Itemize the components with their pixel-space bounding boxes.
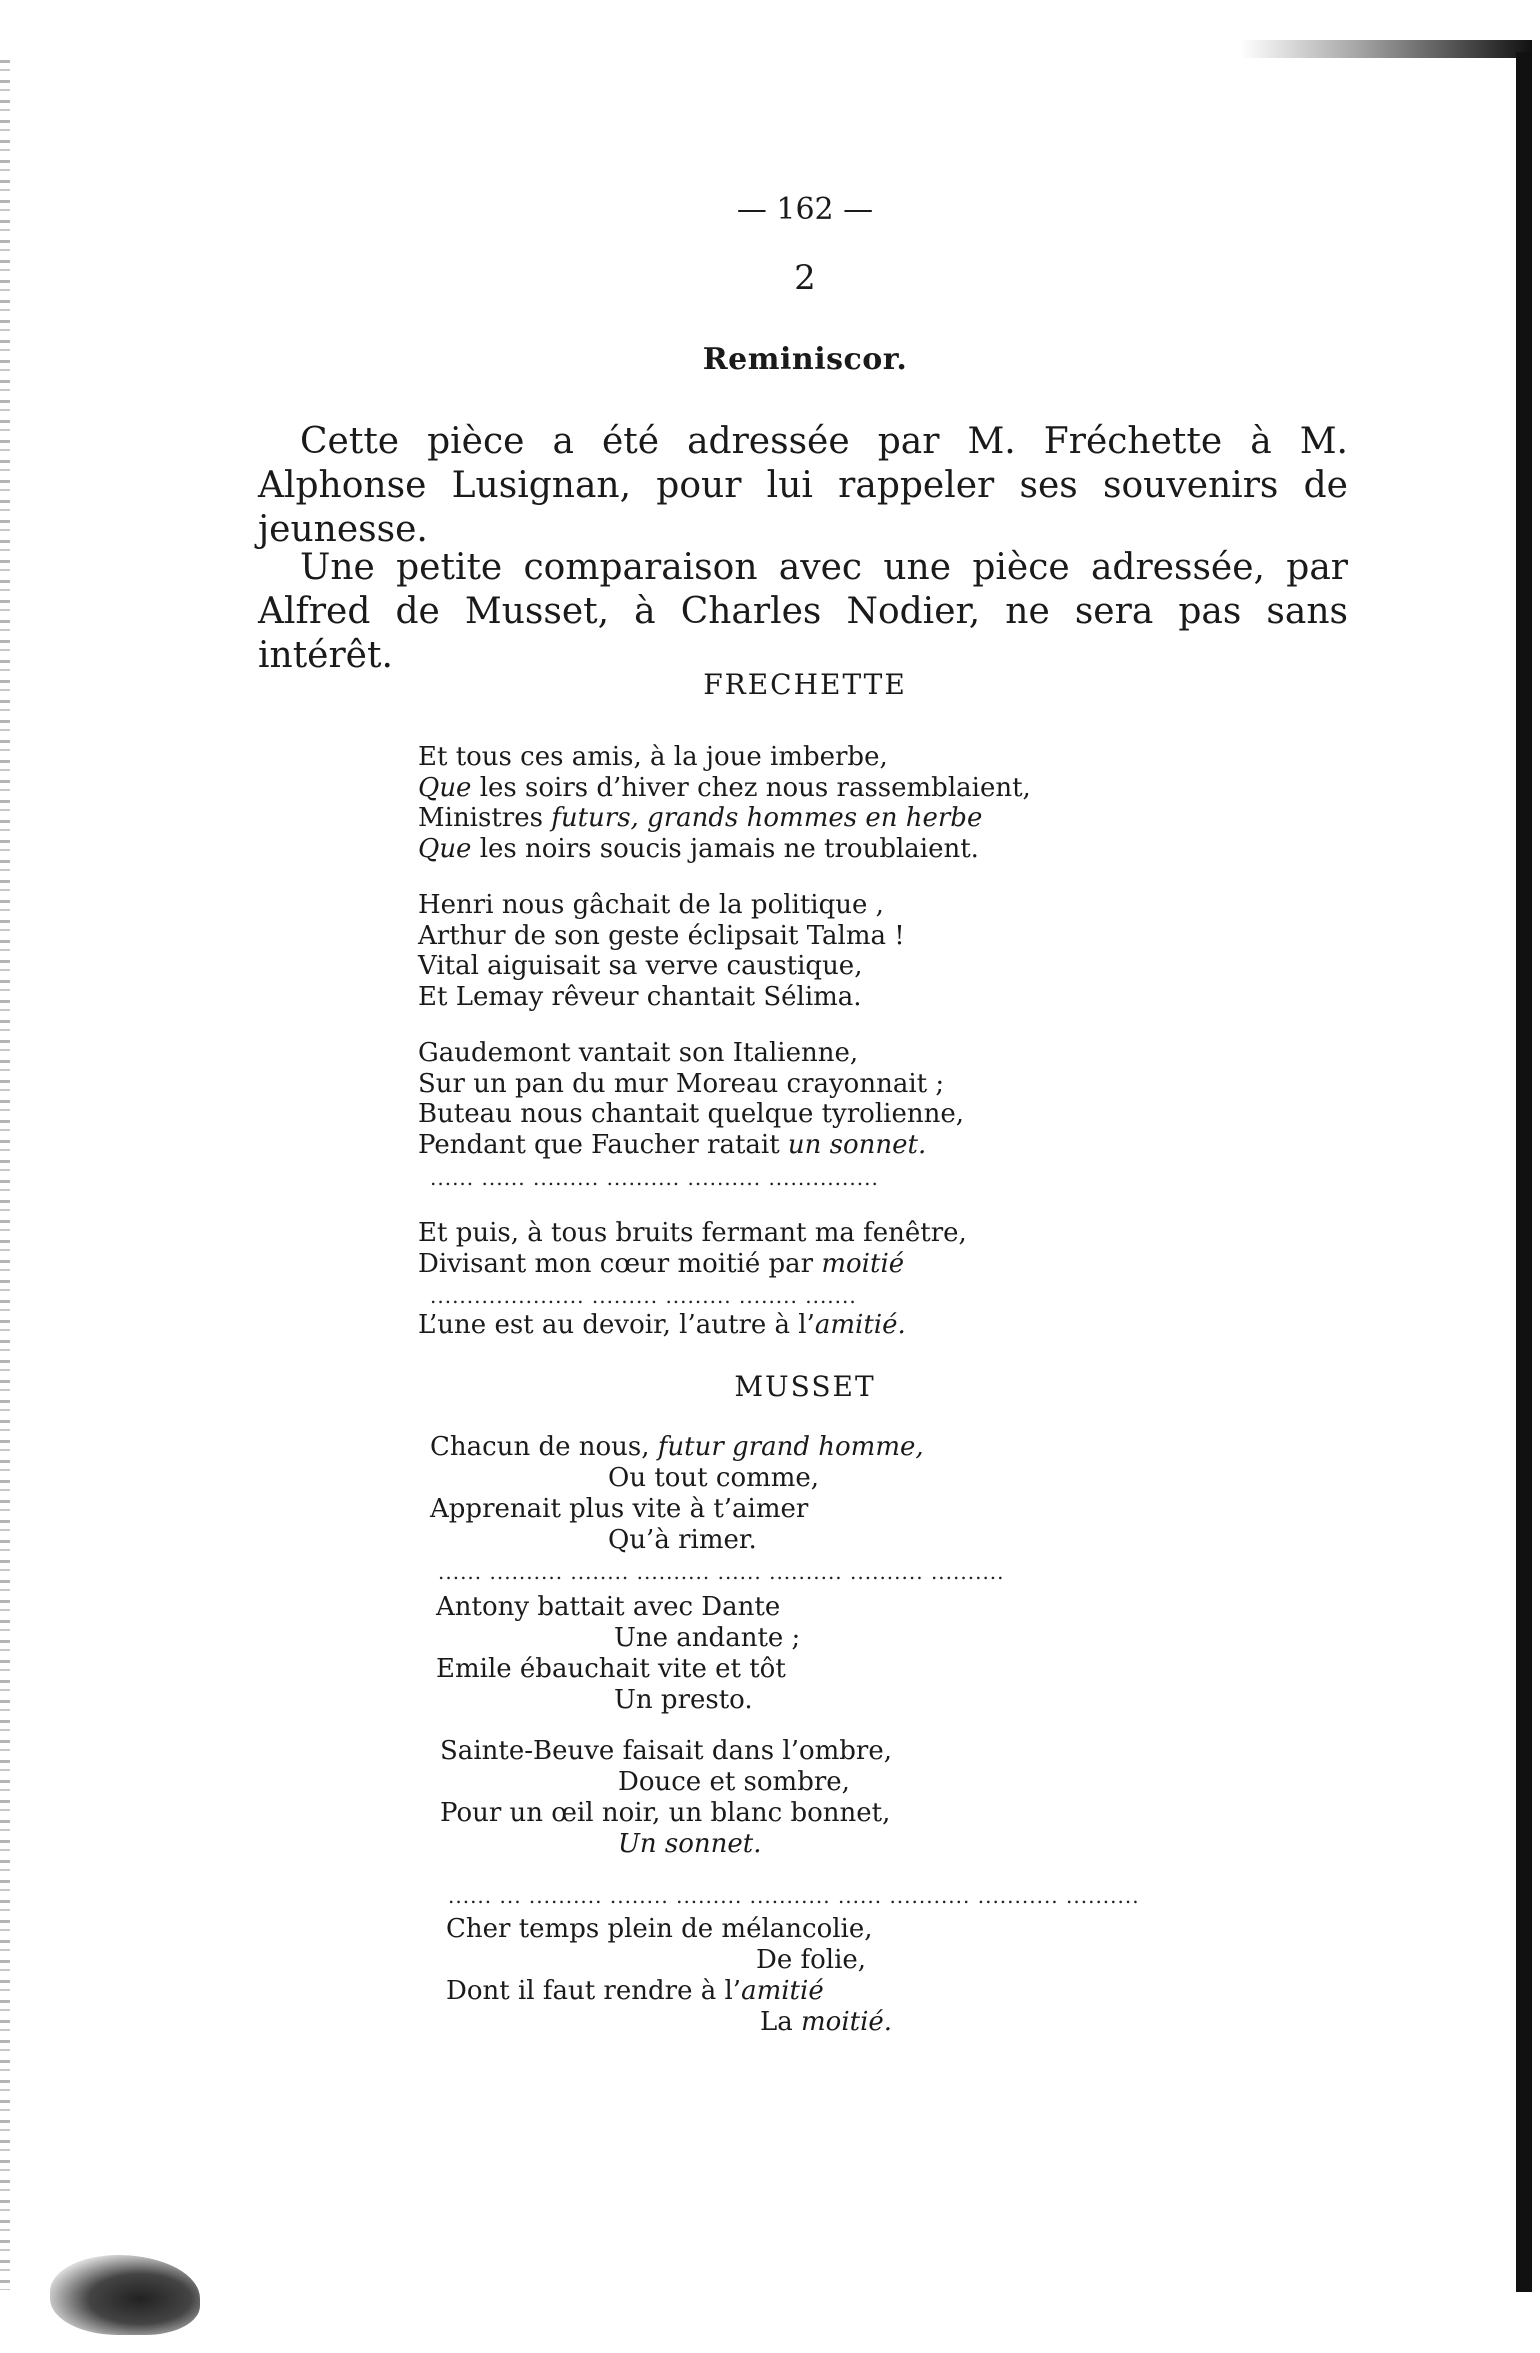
section-heading-musset: MUSSET	[734, 1370, 876, 1403]
musset-stanza-1	[430, 1432, 924, 1556]
verse-text: les noirs soucis jamais ne troublaient.	[471, 833, 979, 864]
verse-line	[418, 1310, 906, 1341]
verse-line	[418, 1130, 964, 1161]
verse-line: Antony battait avec Dante	[436, 1592, 781, 1622]
verse-text: Et tous ces amis, à la joue imberbe,	[418, 742, 888, 772]
frechette-stanza-5	[418, 1310, 906, 1341]
verse-italic: futur grand homme,	[657, 1432, 924, 1462]
verse-line: De folie,	[756, 1945, 867, 1975]
verse-line: Henri nous gâchait de la politique ,	[418, 890, 884, 920]
verse-line: Apprenait plus vite à t’aimer	[430, 1494, 809, 1524]
verse-line: Gaudemont vantait son Italienne,	[418, 1038, 859, 1068]
verse-line: Sainte-Beuve faisait dans l’ombre,	[440, 1736, 892, 1766]
page-top-shadow	[1240, 40, 1532, 58]
verse-line	[418, 742, 1031, 773]
verse-line	[446, 2007, 892, 2038]
part-number: 2	[794, 258, 816, 298]
musset-stanza-2	[436, 1592, 800, 1716]
page-right-edge	[1516, 52, 1532, 2292]
verse-text: les soirs d’hiver chez nous rassemblaient,	[471, 772, 1031, 803]
section-heading-frechette: FRECHETTE	[703, 668, 907, 701]
ellipsis-line: ...... ...... ......... .......... .......... ...............	[430, 1166, 879, 1190]
verse-line: Une andante ;	[614, 1623, 801, 1653]
verse-italic: futurs, grands hommes en herbe	[551, 803, 983, 833]
verse-line	[418, 834, 1031, 865]
frechette-stanza-2	[418, 890, 905, 1012]
verse-italic: moitié	[821, 1248, 905, 1279]
verse-italic: amitié	[741, 1976, 824, 2006]
ellipsis-line: ...... ... .......... ........ ......... ........... ...... ........... ........... ..........	[448, 1884, 1140, 1908]
verse-text: Dont il faut rendre à l’	[446, 1976, 742, 2006]
verse-text: Chacun de nous,	[430, 1432, 658, 1462]
verse-italic: Que	[418, 772, 472, 803]
ellipsis-line: ...... .......... ........ .......... ...... .......... .......... ..........	[438, 1560, 1005, 1584]
verse-line: Buteau nous chantait quelque tyrolienne,	[418, 1099, 964, 1129]
verse-line	[430, 1432, 924, 1463]
frechette-stanza-3	[418, 1038, 964, 1160]
verse-line	[418, 1249, 967, 1280]
verse-line: Et puis, à tous bruits fermant ma fenêtre,	[418, 1218, 967, 1248]
verse-text: La	[760, 2007, 802, 2037]
page-number: — 162 —	[736, 192, 874, 227]
poem-title: Reminiscor.	[702, 342, 908, 377]
verse-text: Ministres	[418, 803, 552, 833]
page-left-edge	[0, 60, 10, 2290]
verse-line: Sur un pan du mur Moreau crayonnait ;	[418, 1068, 945, 1099]
verse-line: Pour un œil noir, un blanc bonnet,	[440, 1798, 891, 1828]
verse-text: Pendant que Faucher ratait	[418, 1129, 788, 1160]
verse-italic: moitié.	[801, 2007, 893, 2037]
verse-line: Et Lemay rêveur chantait Sélima.	[418, 981, 862, 1012]
verse-italic: Un sonnet.	[618, 1829, 762, 1859]
verse-line: Vital aiguisait sa verve caustique,	[418, 951, 863, 981]
verse-text: Divisant mon cœur moitié par	[418, 1248, 822, 1279]
verse-text: L’une est au devoir, l’autre à l’	[418, 1310, 815, 1340]
verse-line	[418, 803, 1031, 834]
verse-italic: Que	[418, 833, 472, 864]
frechette-stanza-4	[418, 1218, 967, 1279]
musset-stanza-3	[440, 1736, 892, 1860]
verse-italic: amitié.	[814, 1310, 906, 1340]
intro-paragraph-2: Une petite comparaison avec une pièce adressée, par Alfred de Musset, à Charles Nodier, ne sera pas sans intérêt.	[258, 547, 1348, 676]
verse-line: Ou tout comme,	[608, 1463, 820, 1493]
verse-line	[440, 1829, 892, 1860]
verse-line: Un presto.	[614, 1685, 753, 1715]
verse-line	[418, 773, 1031, 804]
verse-line: Cher temps plein de mélancolie,	[446, 1914, 873, 1944]
verse-line: Qu’à rimer.	[608, 1525, 757, 1555]
verse-line: Emile ébauchait vite et tôt	[436, 1654, 786, 1684]
musset-stanza-4	[446, 1914, 892, 2038]
ink-blot	[50, 2255, 200, 2335]
verse-line: Douce et sombre,	[618, 1767, 850, 1797]
ellipsis-line: ..................... ......... ......... ........ .......	[430, 1284, 857, 1308]
intro-paragraph-1: Cette pièce a été adressée par M. Fréchette à M. Alphonse Lusignan, pour lui rappeler ses souvenirs de jeunesse.	[258, 421, 1348, 550]
verse-italic: un sonnet.	[787, 1129, 927, 1160]
verse-line: Arthur de son geste éclipsait Talma !	[418, 920, 905, 951]
frechette-stanza-1	[418, 742, 1031, 864]
verse-line	[446, 1976, 892, 2007]
